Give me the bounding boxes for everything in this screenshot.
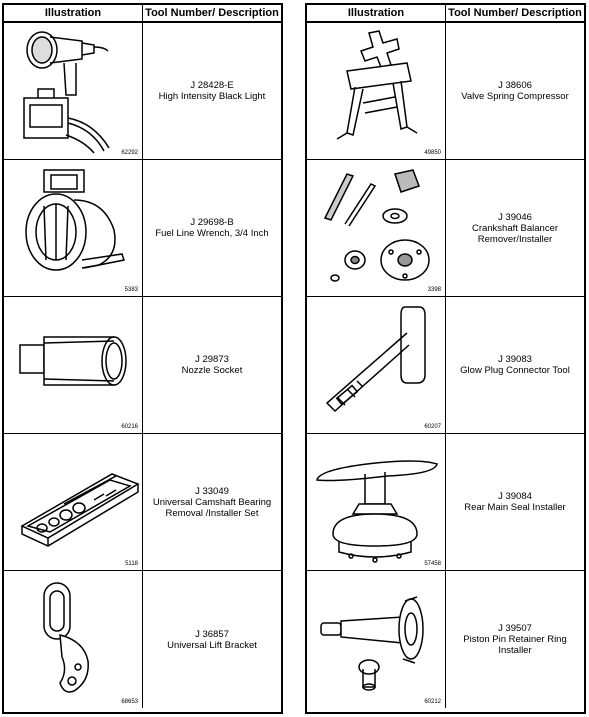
tool-description: Universal Camshaft Bearing — [152, 496, 272, 508]
table-row — [307, 23, 584, 160]
tool-description: Rear Main Seal Installer — [464, 502, 566, 513]
illustration-cell — [4, 23, 143, 159]
figure-number: 57458 — [424, 561, 441, 567]
tool-description: Valve Spring Compressor — [461, 91, 569, 102]
tool-description: Fuel Line Wrench, 3/4 Inch — [155, 228, 269, 239]
figure-number: 3398 — [427, 287, 441, 293]
tool-description-cell — [143, 297, 281, 433]
header-illustration: Illustration — [307, 5, 446, 21]
tool-number: J 39083 — [498, 354, 532, 365]
tool-description: Nozzle Socket — [181, 365, 243, 376]
tool-description: Remover/Installer — [477, 233, 553, 245]
tool-number: J 29873 — [195, 354, 229, 365]
header-tool-description: Tool Number/ Description — [448, 7, 582, 19]
tool-description: Removal /Installer Set — [165, 507, 259, 519]
figure-number: 5118 — [125, 561, 138, 567]
figure-number: 60216 — [121, 424, 138, 430]
tool-description-cell — [143, 23, 281, 159]
table-row — [307, 571, 584, 708]
table-row — [307, 434, 584, 571]
tool-description-cell — [446, 434, 584, 570]
illustration-cell — [307, 434, 446, 570]
tool-number: J 36857 — [195, 628, 229, 640]
table-row — [307, 160, 584, 297]
tool-description-cell — [446, 23, 584, 159]
table-header — [4, 5, 281, 23]
tool-description: Piston Pin Retainer Ring — [463, 634, 567, 645]
tool-description: Installer — [498, 645, 532, 656]
figure-number: 49850 — [424, 150, 441, 156]
figure-number: 5383 — [124, 287, 138, 293]
illustration-cell — [307, 571, 446, 708]
illustration-cell — [307, 160, 446, 296]
tool-table-right — [305, 3, 586, 714]
header-tool-description: Tool Number/ Description — [145, 7, 279, 19]
table-row — [4, 297, 281, 434]
table-row — [4, 434, 281, 571]
figure-number: 62292 — [121, 150, 138, 156]
crankshaft-balancer-tool-icon — [307, 160, 445, 296]
valve-spring-compressor-icon — [307, 23, 445, 159]
illustration-cell — [4, 160, 143, 296]
tool-description-cell — [446, 160, 584, 296]
tool-number: J 33049 — [195, 485, 229, 497]
fuel-line-wrench-icon — [4, 160, 142, 296]
tool-number: J 29698-B — [190, 217, 234, 228]
tool-description: Glow Plug Connector Tool — [460, 365, 570, 376]
tool-table-left — [2, 3, 283, 714]
figure-number: 68653 — [121, 699, 138, 705]
figure-number: 60207 — [424, 424, 441, 430]
table-row — [307, 297, 584, 434]
glow-plug-connector-tool-icon — [307, 297, 445, 433]
tool-description-cell — [446, 571, 584, 708]
lift-bracket-icon — [4, 571, 142, 707]
illustration-cell — [4, 297, 143, 433]
piston-pin-ring-installer-icon — [307, 571, 445, 707]
tool-number: J 39046 — [498, 211, 532, 223]
tool-description: Universal Lift Bracket — [167, 639, 257, 651]
tool-description: Crankshaft Balancer — [471, 222, 559, 234]
tool-description-cell — [143, 434, 281, 570]
table-row — [4, 23, 281, 160]
tool-number: J 39507 — [498, 623, 532, 634]
illustration-cell — [307, 297, 446, 433]
header-illustration: Illustration — [4, 5, 143, 21]
black-light-icon — [4, 23, 142, 159]
table-row — [4, 160, 281, 297]
nozzle-socket-icon — [4, 297, 142, 433]
tool-description: High Intensity Black Light — [158, 91, 266, 102]
rear-main-seal-installer-icon — [307, 434, 445, 570]
tool-number: J 38606 — [498, 80, 532, 91]
table-header — [307, 5, 584, 23]
tool-number: J 39084 — [498, 491, 532, 502]
camshaft-bearing-set-icon — [4, 434, 142, 570]
tool-description-cell — [446, 297, 584, 433]
illustration-cell — [4, 571, 143, 708]
illustration-cell — [307, 23, 446, 159]
figure-number: 60212 — [424, 699, 441, 705]
table-row — [4, 571, 281, 708]
tool-number: J 28428-E — [190, 80, 234, 91]
tool-description-cell — [143, 571, 281, 708]
tool-description-cell — [143, 160, 281, 296]
illustration-cell — [4, 434, 143, 570]
